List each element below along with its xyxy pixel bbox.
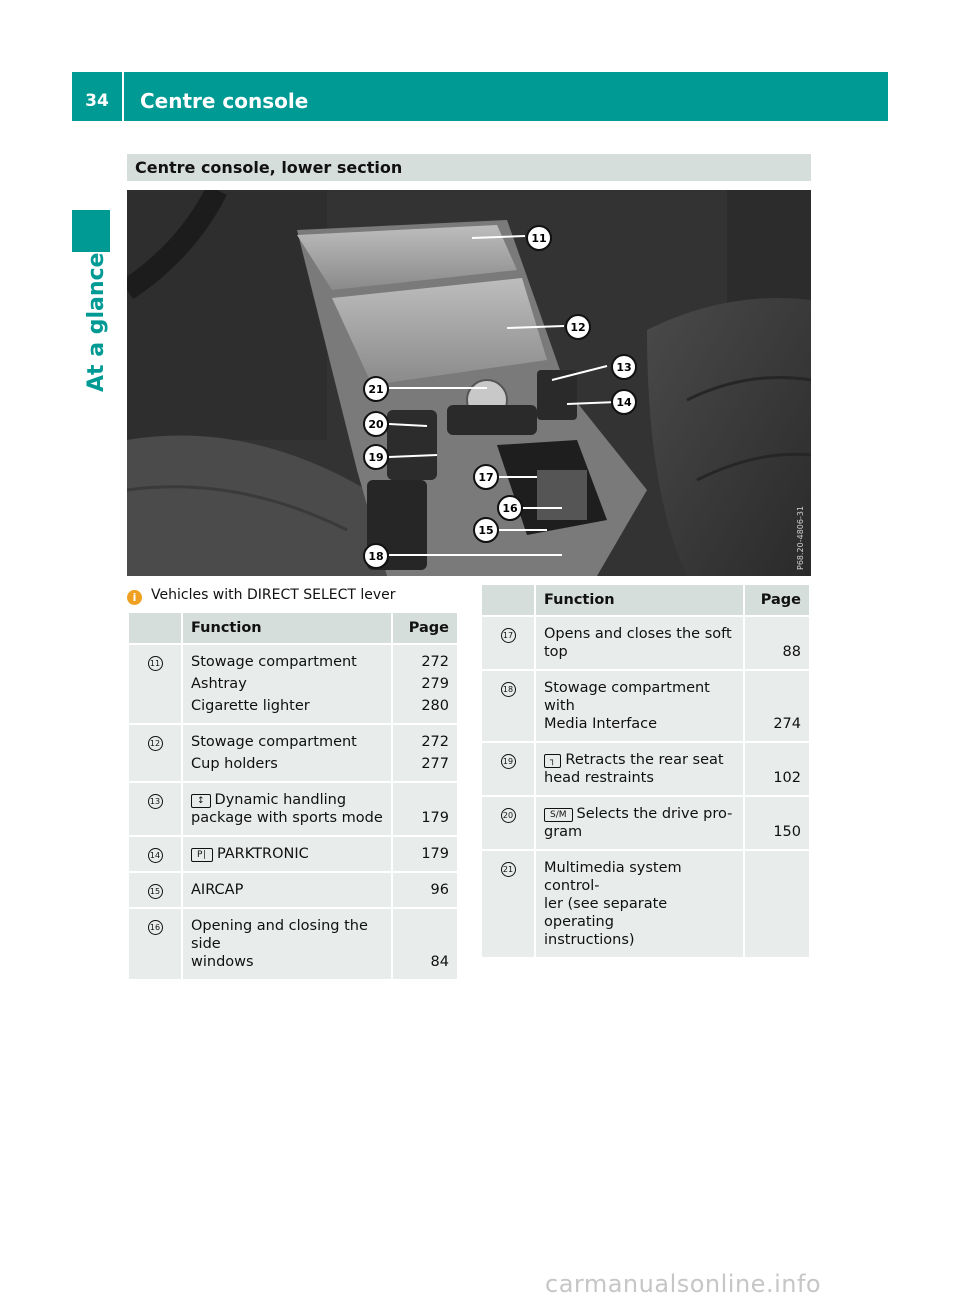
table-row [128,782,458,836]
side-tab-label: At a glance [84,252,109,392]
page-ref[interactable]: 179 [392,836,458,872]
parktronic-off-icon: P∣ [191,848,213,862]
function-text: Retracts the rear seat [565,752,724,768]
table-row [481,616,810,670]
image-credit: P68.20-4806-31 [796,505,805,570]
page-header: Page [744,584,810,616]
item-number: 16 [148,920,163,935]
function-text: Ashtray [191,676,247,692]
centre-console-photo [127,190,811,576]
item-number: 15 [148,884,163,899]
callout-14 [612,390,636,414]
function-text: top [544,644,568,660]
head-restraint-icon: ┐ [544,754,561,768]
function-text: ler (see separate operating [544,896,668,930]
table-row [128,724,458,782]
function-header: Function [535,584,744,616]
callout-21 [364,377,388,401]
section-title: Centre console, lower section [127,154,811,181]
page-ref[interactable]: 280 [421,698,449,714]
function-text: Stowage compartment with [544,680,710,714]
table-row [128,836,458,872]
callout-15 [474,518,498,542]
table-row [481,670,810,742]
function-text: Stowage compartment [191,734,357,750]
function-text: PARKTRONIC [216,846,309,862]
page-ref[interactable]: 277 [421,756,449,772]
function-text: instructions) [544,932,635,948]
page-number: 34 [72,72,124,121]
watermark: carmanualsonline.info [545,1270,822,1298]
item-number: 20 [501,808,516,823]
function-text: windows [191,954,254,970]
page-ref[interactable]: 272 [421,654,449,670]
callout-12 [566,315,590,339]
drive-program-icon: S/M [544,808,573,822]
callout-17 [474,465,498,489]
function-text: Cigarette lighter [191,698,310,714]
function-text: Selects the drive pro- [576,806,733,822]
callout-13 [612,355,636,379]
table-row [481,742,810,796]
function-text: Opening and closing the side [191,918,368,952]
callout-20 [364,412,388,436]
svg-text:16: 16 [502,502,518,515]
page-ref[interactable]: 84 [392,908,458,980]
svg-text:20: 20 [368,418,384,431]
function-text: gram [544,824,583,840]
page-header: Page [392,612,458,644]
table-row [128,644,458,724]
chapter-title: Centre console [140,89,309,113]
svg-text:18: 18 [368,550,384,563]
function-text: Dynamic handling [214,792,347,808]
svg-text:12: 12 [570,321,586,334]
page-ref[interactable]: 96 [392,872,458,908]
function-header: Function [182,612,392,644]
item-number: 18 [501,682,516,697]
function-table-left [127,611,459,981]
function-text: Multimedia system control- [544,860,682,894]
callout-16 [498,496,522,520]
svg-text:14: 14 [616,396,632,409]
item-number: 14 [148,848,163,863]
function-text: Cup holders [191,756,278,772]
page-ref[interactable]: 279 [421,676,449,692]
function-text: AIRCAP [182,872,392,908]
callout-11 [527,226,551,250]
page-ref[interactable]: 272 [421,734,449,750]
page-ref[interactable]: 88 [744,616,810,670]
page-ref[interactable]: 274 [744,670,810,742]
svg-text:21: 21 [368,383,384,396]
item-number: 12 [148,736,163,751]
table-row [128,908,458,980]
item-number: 19 [501,754,516,769]
dynamic-handling-icon: ↕ [191,794,211,808]
item-number: 11 [148,656,163,671]
function-table-right [480,583,811,959]
item-number: 21 [501,862,516,877]
page-ref[interactable]: 102 [744,742,810,796]
info-note-text: Vehicles with DIRECT SELECT lever [151,587,396,603]
page-header [72,72,888,121]
info-icon: i [127,590,142,605]
function-text: head restraints [544,770,654,786]
function-text: Media Interface [544,716,658,732]
table-row [481,850,810,958]
item-number: 13 [148,794,163,809]
function-text: package with sports mode [191,810,383,826]
page-ref[interactable]: 150 [744,796,810,850]
callout-19 [364,445,388,469]
svg-text:11: 11 [531,232,547,245]
callout-18 [364,544,388,568]
function-text: Opens and closes the soft [544,626,732,642]
svg-text:13: 13 [616,361,632,374]
table-header-row [128,612,458,644]
svg-text:19: 19 [368,451,384,464]
table-row [481,796,810,850]
function-text: Stowage compartment [191,654,357,670]
svg-text:17: 17 [478,471,494,484]
side-tab-marker [72,210,110,252]
table-header-row [481,584,810,616]
svg-text:15: 15 [478,524,494,537]
table-row [128,872,458,908]
page-ref[interactable]: 179 [392,782,458,836]
info-note [127,585,396,605]
item-number: 17 [501,628,516,643]
